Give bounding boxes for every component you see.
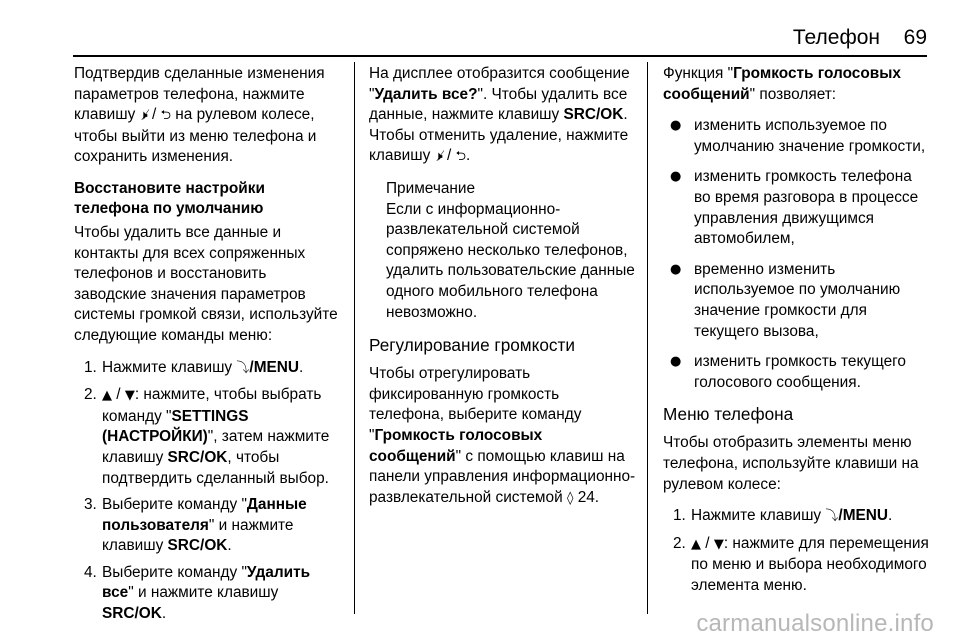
list-item — [74, 358, 342, 380]
arrow-up-icon: ▲ — [102, 388, 112, 404]
paragraph-text: " с помощью клавиш на панели управления информационно-развлекательной системой — [369, 447, 636, 506]
section-heading-reset: Восстановите настройки телефона по умолчанию — [74, 179, 265, 217]
arrow-up-icon: ▲ — [691, 536, 701, 552]
phone-menu-paragraph: Чтобы отобразить элементы меню телефона, используйте клавиши на рулевом колесе: — [663, 434, 919, 493]
bullet-icon: ● — [670, 261, 682, 277]
header-title: Телефон — [792, 26, 880, 49]
mute-icon: 🕨̸ — [139, 108, 148, 124]
key-label: /MENU — [838, 507, 889, 525]
step-text: Выберите команду " — [102, 563, 247, 581]
step-text: Нажмите клавишу — [691, 507, 822, 525]
paragraph-text: На дисплее отобразится сообщение " — [369, 65, 630, 103]
bullet-text: изменить громкость телефона во время разговора в процессе управления движущимся автомобилем, — [694, 168, 919, 248]
list-item — [663, 260, 931, 342]
intro-text-a: Подтвердив сделанные изменения параметров телефона, нажмите клавишу — [74, 65, 325, 124]
page-header — [0, 0, 960, 58]
column-middle — [369, 64, 637, 520]
bullet-text: изменить используемое по умолчанию значение громкости, — [694, 117, 926, 155]
paragraph-text: Функция " — [663, 65, 734, 82]
key-label: SRC/OK — [167, 448, 228, 466]
command-label: SETTINGS (НАСТРОЙКИ) — [102, 407, 249, 446]
step-number: 4. — [84, 563, 97, 581]
list-item: 2. ▲ / ▼: нажмите, чтобы выбрать команду "SETTINGS (НАСТРОЙКИ)", затем нажмите клавишу SRC/OK, чтобы подтвердить сделанный выбор. — [84, 386, 330, 487]
command-label: Громкость голосовых сообщений — [663, 65, 901, 103]
header-rule — [73, 55, 927, 57]
column-right — [663, 64, 931, 602]
step-text: Выберите команду " — [102, 496, 247, 514]
step-text: . — [227, 537, 232, 555]
column-divider — [647, 62, 648, 614]
list-item — [663, 506, 931, 528]
bullet-icon: ● — [670, 118, 682, 134]
key-label: /MENU — [249, 358, 300, 376]
list-item — [663, 167, 931, 249]
note-title: Примечание — [386, 179, 476, 197]
command-label: Громкость голосовых сообщений — [369, 426, 543, 465]
bullet-text: временно изменить используемое по умолчанию значение громкости для текущего вызова, — [694, 260, 901, 340]
key-label: SRC/OK — [167, 537, 228, 555]
paragraph-text: Чтобы отрегулировать фиксированную громкость телефона, выберите команду " — [369, 365, 582, 444]
paragraph-text: . Чтобы отменить удаление, нажмите клавишу — [369, 106, 629, 165]
note-text: Если с информационно-развлекательной системой сопряжено несколько телефонов, удалить пользовательские данные одного мобильного телефона невозможно. — [386, 200, 635, 321]
cross-reference-icon: ◊ — [566, 490, 574, 506]
step-number: 3. — [84, 496, 97, 514]
command-label: Удалить все? — [374, 85, 478, 103]
watermark: carmanualsonline.info — [696, 610, 934, 637]
list-item: 2. ▲ / ▼: нажмите для перемещения по меню и выбора необходимого элемента меню. — [673, 534, 929, 594]
step-number: 2. — [673, 534, 686, 552]
step-number: 1. — [84, 358, 97, 376]
back-icon: ⮌ — [160, 108, 171, 124]
page-reference: 24. — [577, 488, 600, 506]
confirm-paragraph: На дисплее отобразится сообщение "Удалить все?". Чтобы удалить все данные, нажмите клавишу SRC/OK. Чтобы отменить удаление, нажмите клавишу 🕨̸ / ⮌. — [369, 65, 630, 165]
back-icon: ⮌ — [455, 149, 466, 165]
step-text: : нажмите для перемещения по меню и выбора необходимого элемента меню. — [691, 534, 929, 594]
phone-icon: ⤵ — [236, 360, 250, 376]
command-label: Удалить все — [102, 563, 311, 602]
step-number: 2. — [84, 386, 97, 404]
step-text: Нажмите клавишу — [102, 358, 233, 376]
step-text: ", затем нажмите клавишу — [102, 428, 330, 466]
function-bullet-list — [663, 116, 931, 393]
list-item — [663, 352, 931, 393]
arrow-down-icon: ▼ — [124, 388, 135, 404]
intro-text-b: на рулевом колесе, чтобы выйти из меню телефона и сохранить изменения. — [74, 106, 317, 166]
list-item — [74, 563, 342, 625]
list-item — [663, 116, 931, 157]
key-label: SRC/OK — [102, 605, 162, 623]
step-end: . — [299, 358, 304, 376]
step-text: , чтобы подтвердить сделанный выбор. — [102, 448, 329, 487]
list-item — [74, 495, 342, 557]
column-left — [74, 64, 342, 631]
step-end: . — [888, 507, 893, 525]
note-box — [369, 179, 637, 323]
reset-paragraph: Чтобы удалить все данные и контакты для всех сопряженных телефонов и восстановить заводские значения параметров системы громкой связи, используйте следующие команды меню: — [74, 223, 338, 344]
bullet-icon: ● — [670, 169, 682, 185]
volume-paragraph — [369, 364, 637, 509]
mute-icon: 🕨̸ — [434, 149, 443, 165]
step-text: : нажмите, чтобы выбрать команду " — [102, 386, 322, 425]
command-label: Данные пользователя — [102, 496, 307, 534]
key-label: SRC/OK — [563, 106, 624, 124]
step-text: " и нажмите клавишу — [102, 516, 294, 555]
step-text: " и нажмите клавишу — [128, 584, 279, 602]
section-heading-phone-menu: Меню телефона — [663, 404, 794, 425]
function-intro — [663, 64, 931, 105]
phone-menu-steps — [663, 506, 931, 596]
arrow-down-icon: ▼ — [713, 536, 724, 552]
intro-paragraph: Подтвердив сделанные изменения параметров телефона, нажмите клавишу 🕨̸ / ⮌ на рулевом колесе, чтобы выйти из меню телефона и сохранить изменения. — [74, 65, 325, 166]
section-heading-volume: Регулирование громкости — [369, 335, 575, 356]
page-number: 69 — [903, 26, 927, 49]
step-number: 1. — [673, 507, 686, 525]
column-divider — [354, 62, 355, 614]
reset-steps-list — [74, 358, 342, 625]
paragraph-text: " позволяет: — [749, 85, 837, 103]
paragraph-text: ". Чтобы удалить все данные, нажмите клавишу — [369, 85, 628, 124]
step-text: . — [161, 605, 167, 623]
bullet-icon: ● — [670, 354, 682, 370]
phone-icon: ⤵ — [825, 509, 839, 525]
bullet-text: изменить громкость текущего голосового сообщения. — [694, 353, 906, 391]
